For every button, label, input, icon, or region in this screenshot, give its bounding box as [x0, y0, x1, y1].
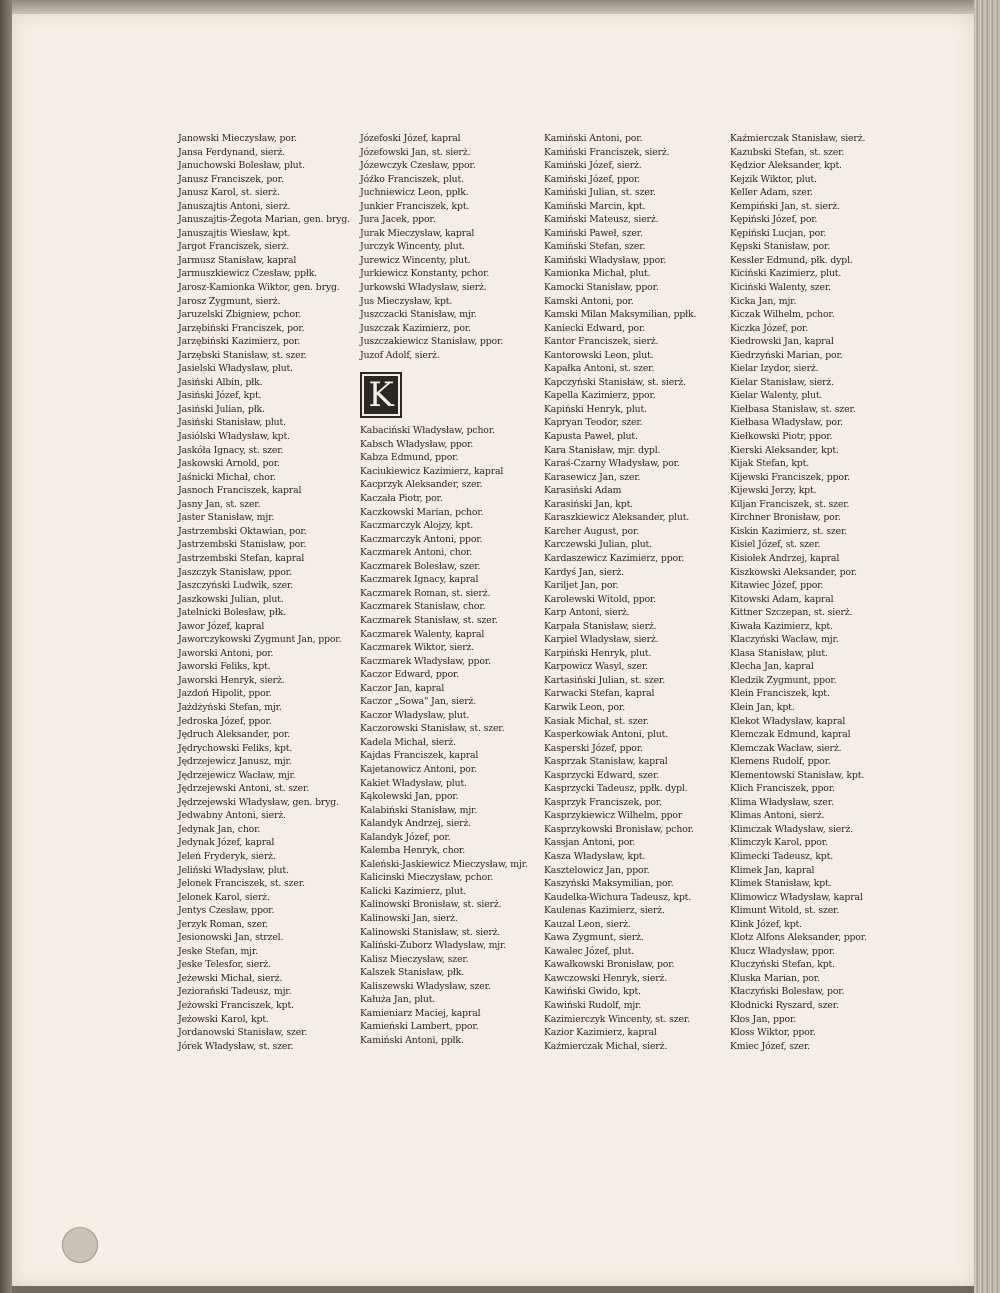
- list-entry: Jentys Czesław, ppor.: [178, 905, 275, 917]
- list-entry: Jurewicz Wincenty, plut.: [360, 254, 471, 266]
- list-entry: Karwik Leon, por.: [544, 701, 625, 713]
- list-entry: Jedroska Józef, ppor.: [178, 715, 272, 727]
- list-entry: Jurak Mieczysław, kapral: [360, 227, 475, 239]
- list-entry: Kawiński Gwido, kpt.: [544, 986, 641, 998]
- name-column-4: [730, 132, 910, 1053]
- list-entry: Klein Franciszek, kpt.: [730, 688, 830, 700]
- list-entry: Jeleń Fryderyk, sierż.: [178, 850, 276, 862]
- list-entry: Kaczmarek Walenty, kapral: [360, 628, 485, 640]
- list-entry: Jasnoch Franciszek, kapral: [178, 485, 302, 497]
- list-entry: Kapałka Antoni, st. szer.: [544, 363, 655, 375]
- list-entry: Karpowicz Wasyl, szer.: [544, 661, 648, 673]
- list-entry: Kijewski Franciszek, ppor.: [730, 471, 850, 483]
- list-entry: Jedynak Józef, kapral: [178, 837, 275, 849]
- list-entry: Kalszek Stanisław, płk.: [360, 967, 465, 979]
- list-entry: Jarzębiński Kazimierz, por.: [178, 336, 301, 348]
- list-entry: Kałuża Jan, plut.: [360, 994, 436, 1006]
- list-entry: Kasperski Józef, ppor.: [544, 742, 643, 754]
- list-entry: Kijewski Jerzy, kpt.: [730, 485, 817, 497]
- list-entry: Klucz Władysław, ppor.: [730, 945, 835, 957]
- list-entry: Kasprzycki Edward, szer.: [544, 769, 660, 781]
- list-entry: Kaźmierczak Michał, sierż.: [544, 1040, 668, 1052]
- list-entry: Kisiołek Andrzej, kapral: [730, 552, 840, 564]
- list-entry: Kaczmarek Władysław, ppor.: [360, 655, 491, 667]
- list-entry: Kaczmarczyk Antoni, ppor.: [360, 533, 483, 545]
- list-entry: Kiełbasa Władysław, por.: [730, 417, 843, 429]
- list-entry: Klich Franciszek, ppor.: [730, 783, 835, 795]
- list-entry: Kiczak Wilhelm, pchor.: [730, 309, 835, 321]
- list-entry: Kielar Izydor, sierż.: [730, 363, 819, 375]
- list-entry: Jaruzelski Zbigniew, pchor.: [178, 309, 302, 321]
- list-entry: Klimczak Władysław, sierż.: [730, 823, 853, 835]
- list-entry: Kamocki Stanisław, ppor.: [544, 282, 659, 294]
- list-entry: Kempiński Jan, st. sierż.: [730, 200, 840, 212]
- list-entry: Klasa Stanisław, plut.: [730, 647, 828, 659]
- list-entry: Kłodnicki Ryszard, szer.: [730, 1000, 839, 1011]
- list-entry: Kawiński Rudolf, mjr.: [544, 1000, 642, 1011]
- list-entry: Kirchner Bronisław, por.: [730, 512, 841, 524]
- list-entry: Jarzębiński Franciszek, por.: [178, 322, 305, 334]
- list-entry: Karaś-Czarny Władysław, por.: [544, 458, 680, 470]
- list-entry: Kaczmarek Antoni, chor.: [360, 547, 473, 559]
- list-entry: Kamski Milan Maksymilian, ppłk.: [544, 309, 697, 321]
- list-entry: Kasprzycki Tadeusz, ppłk. dypl.: [544, 783, 688, 795]
- list-entry: Jelonek Karol, sierż.: [178, 891, 270, 903]
- list-entry: Kalinowski Jan, sierż.: [360, 912, 458, 924]
- list-entry: Kapiński Henryk, plut.: [544, 403, 647, 415]
- list-entry: Jasiński Albin, płk.: [178, 376, 263, 388]
- list-entry: Jastrzembski Oktawian, por.: [178, 525, 307, 537]
- list-entry: Klimek Jan, kapral: [730, 864, 815, 876]
- list-entry: Kamiński Franciszek, sierż.: [544, 146, 670, 158]
- list-entry: Juchniewicz Leon, ppłk.: [360, 187, 469, 199]
- list-entry: Jesionowski Jan, strzel.: [178, 932, 284, 944]
- list-entry: Kajetanowicz Antoni, por.: [360, 763, 477, 775]
- page-top-edge: [12, 0, 974, 14]
- list-entry: Junkier Franciszek, kpt.: [360, 200, 470, 212]
- list-entry: Jaworski Feliks, kpt.: [178, 661, 271, 673]
- list-entry: Karwacki Stefan, kapral: [544, 688, 655, 700]
- list-entry: Kaciukiewicz Kazimierz, kapral: [360, 465, 504, 477]
- list-entry: Kapusta Paweł, plut.: [544, 431, 638, 443]
- list-entry: Jawor Józef, kapral: [178, 620, 265, 632]
- list-entry: Kiszkowski Aleksander, por.: [730, 566, 857, 578]
- list-entry: Kaczor Jan, kapral: [360, 682, 445, 694]
- list-entry: Kasprzyk Franciszek, por.: [544, 796, 662, 808]
- list-entry: Kitowski Adam, kapral: [730, 593, 834, 605]
- list-entry: Kapczyński Stanisław, st. sierż.: [544, 376, 686, 388]
- list-entry: Kamski Antoni, por.: [544, 295, 634, 307]
- list-entry: Kitawiec Józef, ppor.: [730, 580, 824, 592]
- list-entry: Januszajtis-Żegota Marian, gen. bryg.: [178, 214, 350, 226]
- list-entry: Karp Antoni, sierż.: [544, 607, 630, 619]
- list-entry: Kaczmarek Ignacy, kapral: [360, 574, 479, 586]
- list-entry: Kamiński Władysław, ppor.: [544, 254, 667, 266]
- list-entry: Kalisz Mieczysław, szer.: [360, 953, 469, 965]
- list-entry: Kaliński-Zuborz Władysław, mjr.: [360, 940, 507, 952]
- list-entry: Klekot Władysław, kapral: [730, 715, 846, 727]
- list-entry: Jedwabny Antoni, sierż.: [178, 810, 286, 822]
- list-entry: Jaszczyk Stanisław, ppor.: [178, 566, 292, 578]
- list-entry: Kakiet Władysław, plut.: [360, 777, 467, 789]
- list-entry: Kapryan Teodor, szer.: [544, 417, 643, 429]
- list-entry: Kielar Stanisław, sierż.: [730, 376, 834, 388]
- list-entry: Kardyś Jan, sierż.: [544, 566, 624, 578]
- list-entry: Kamiński Mateusz, sierż.: [544, 214, 659, 226]
- list-entry: Jóźko Franciszek, plut.: [360, 173, 464, 185]
- list-entry: Kąkolewski Jan, ppor.: [360, 791, 459, 803]
- list-entry: Kaczor Edward, ppor.: [360, 669, 460, 681]
- list-entry: Kadela Michał, sierż.: [360, 736, 456, 748]
- list-entry: Karpiel Władysław, sierż.: [544, 634, 659, 646]
- name-column-3: [544, 132, 724, 1053]
- list-entry: Kaniecki Edward, por.: [544, 322, 646, 334]
- name-column-1: [178, 132, 358, 1053]
- list-entry: Kiwała Kazimierz, kpt.: [730, 620, 833, 632]
- page-punch-hole: [62, 1227, 98, 1263]
- list-entry: Kaczmarczyk Alojzy, kpt.: [360, 520, 474, 532]
- list-entry: Juszczacki Stanisław, mjr.: [360, 309, 477, 321]
- list-entry: Karasewicz Jan, szer.: [544, 471, 641, 483]
- list-entry: Klima Władysław, szer.: [730, 796, 834, 808]
- list-entry: Kłaczyński Bolesław, por.: [730, 986, 845, 998]
- list-entry: Jaszkowski Julian, plut.: [178, 593, 284, 605]
- list-entry: Kasprzykiewicz Wilhelm, ppor: [544, 810, 683, 822]
- list-entry: Jarmuszkiewicz Czesław, ppłk.: [178, 268, 318, 280]
- list-entry: Jastrzembski Stanisław, por.: [178, 539, 307, 551]
- list-entry: Jasny Jan, st. szer.: [178, 498, 261, 510]
- list-entry: Klementowski Stanisław, kpt.: [730, 769, 865, 781]
- list-entry: Kiczka Józef, por.: [730, 322, 809, 334]
- list-entry: Klimecki Tadeusz, kpt.: [730, 850, 833, 862]
- list-entry: Klein Jan, kpt.: [730, 701, 795, 713]
- list-entry: Kępiński Lucjan, por.: [730, 227, 827, 239]
- list-entry: Jędruch Aleksander, por.: [178, 729, 290, 741]
- list-entry: Jasiński Stanisław, plut.: [178, 417, 286, 429]
- list-entry: Kasztelowicz Jan, ppor.: [544, 864, 650, 876]
- list-entry: Jurczyk Wincenty, plut.: [360, 241, 465, 253]
- list-entry: Jasiólski Władysław, kpt.: [178, 431, 290, 443]
- list-entry: Kacprzyk Aleksander, szer.: [360, 479, 483, 491]
- list-entry: Juzof Adolf, sierż.: [360, 349, 440, 361]
- list-entry: Kledzik Zygmunt, ppor.: [730, 674, 837, 686]
- list-entry: Kamiński Józef, ppor.: [544, 173, 641, 185]
- list-entry: Józefoski Józef, kapral: [360, 133, 461, 144]
- list-entry: Jurkowski Władysław, sierż.: [360, 282, 487, 294]
- list-entry: Jarmusz Stanisław, kapral: [178, 254, 297, 266]
- list-entry: Kantorowski Leon, plut.: [544, 349, 654, 361]
- list-entry: Karasiński Adam: [544, 485, 622, 497]
- list-entry: Kiedrowski Jan, kapral: [730, 336, 834, 348]
- list-entry: Kasprzak Stanisław, kapral: [544, 756, 668, 768]
- list-entry: Kalabiński Stanisław, mjr.: [360, 804, 478, 816]
- list-entry: Kaczmarek Bolesław, szer.: [360, 560, 481, 572]
- list-entry: Kiskin Kazimierz, st. szer.: [730, 525, 848, 537]
- list-entry: Kejzik Wiktor, plut.: [730, 173, 817, 185]
- list-entry: Jedynak Jan, chor.: [178, 823, 261, 835]
- list-entry: Jasiński Józef, kpt.: [178, 390, 262, 402]
- list-entry: Kiciński Walenty, szer.: [730, 282, 831, 294]
- list-entry: Kłos Jan, ppor.: [730, 1013, 797, 1025]
- list-entry: Kaczor „Sowa" Jan, sierż.: [360, 696, 477, 708]
- list-entry: Klimowicz Władysław, kapral: [730, 891, 863, 903]
- list-entry: Jerzyk Roman, szer.: [178, 918, 268, 930]
- list-entry: Jurkiewicz Konstanty, pchor.: [360, 268, 490, 280]
- list-entry: Karpiński Henryk, plut.: [544, 647, 652, 659]
- list-entry: Jeziorański Tadeusz, mjr.: [178, 986, 292, 998]
- list-entry: Karaszkiewicz Aleksander, plut.: [544, 512, 690, 524]
- list-entry: Kaliszewski Władysław, szer.: [360, 980, 491, 992]
- list-entry: Jus Mieczysław, kpt.: [360, 295, 453, 307]
- list-entry: Jarzębski Stanisław, st. szer.: [178, 349, 307, 361]
- list-entry: Jeżewski Michał, sierż.: [178, 972, 283, 984]
- list-entry: Jędrzejewicz Wacław, mjr.: [178, 769, 296, 781]
- list-entry: Kazubski Stefan, st. szer.: [730, 146, 845, 158]
- list-entry: Kalicinski Mieczysław, pchor.: [360, 872, 494, 884]
- list-entry: Klink Józef, kpt.: [730, 918, 802, 930]
- list-entry: Kamiński Marcin, kpt.: [544, 200, 646, 212]
- list-entry: Kajdas Franciszek, kapral: [360, 750, 479, 762]
- list-entry: Kisiel Józef, st. szer.: [730, 539, 821, 551]
- list-entry: Kapella Kazimierz, ppor.: [544, 390, 656, 402]
- list-entry: Jura Jacek, ppor.: [360, 214, 436, 226]
- name-column-2: [360, 132, 540, 1047]
- list-entry: Kalandyk Andrzej, sierż.: [360, 818, 472, 830]
- list-entry: Jelonek Franciszek, st. szer.: [178, 878, 305, 890]
- list-entry: Kalandyk Józef, por.: [360, 831, 451, 843]
- list-entry: Jaster Stanisław, mjr.: [178, 512, 275, 524]
- list-entry: Jędrzejewski Antoni, st. szer.: [178, 783, 310, 795]
- list-entry: Kessler Edmund, płk. dypl.: [730, 254, 853, 266]
- list-entry: Kawa Zygmunt, sierż.: [544, 932, 644, 944]
- list-entry: Keller Adam, szer.: [730, 187, 813, 199]
- list-entry: Kiełkowski Piotr, ppor.: [730, 431, 833, 443]
- list-entry: Kaczała Piotr, por.: [360, 493, 443, 505]
- list-entry: Kępski Stanisław, por.: [730, 241, 831, 253]
- list-entry: Karolewski Witold, ppor.: [544, 593, 657, 605]
- list-entry: Klemczak Edmund, kapral: [730, 729, 851, 741]
- list-entry: Kaczmarek Stanisław, chor.: [360, 601, 486, 613]
- list-entry: Klemczak Wacław, sierż.: [730, 742, 842, 754]
- list-entry: Kantor Franciszek, sierż.: [544, 336, 659, 348]
- list-entry: Kamionka Michał, plut.: [544, 268, 651, 280]
- list-entry: Kabsch Władysław, ppor.: [360, 438, 474, 450]
- list-entry: Kawczowski Henryk, sierż.: [544, 972, 668, 984]
- list-entry: Jeżowski Franciszek, kpt.: [178, 1000, 294, 1011]
- list-entry: Kariljet Jan, por.: [544, 580, 619, 592]
- list-entry: Kauzal Leon, sierż.: [544, 918, 631, 930]
- list-entry: Jasiński Julian, płk.: [178, 403, 265, 415]
- list-entry: Jatelnicki Bolesław, płk.: [178, 607, 287, 619]
- list-entry: Kazior Kazimierz, kapral: [544, 1027, 657, 1039]
- list-entry: Kluczyński Stefan, kpt.: [730, 959, 835, 971]
- list-entry: Kiciński Kazimierz, plut.: [730, 268, 842, 280]
- list-entry: Kasza Władysław, kpt.: [544, 850, 646, 862]
- list-entry: Kicka Jan, mjr.: [730, 295, 797, 307]
- list-entry: Kaszyński Maksymilian, por.: [544, 878, 674, 890]
- list-entry: Kazimierczyk Wincenty, st. szer.: [544, 1013, 690, 1025]
- list-entry: Juszczakiewicz Stanisław, ppor.: [360, 336, 504, 348]
- list-entry: Jędrzejewski Władysław, gen. bryg.: [178, 796, 339, 808]
- list-entry: Kamiński Stefan, szer.: [544, 241, 646, 253]
- list-entry: Kloss Wiktor, ppor.: [730, 1027, 816, 1039]
- list-entry: Jarosz Zygmunt, sierż.: [178, 295, 281, 307]
- list-entry: Jędrzejewicz Janusz, mjr.: [178, 756, 292, 768]
- list-entry: Kępiński Józef, por.: [730, 214, 818, 226]
- list-entry: Kamiński Julian, st. szer.: [544, 187, 656, 199]
- list-entry: Januszajtis Antoni, sierż.: [178, 200, 291, 212]
- list-entry: Kaczorowski Stanisław, st. szer.: [360, 723, 505, 735]
- list-entry: Kaczkowski Marian, pchor.: [360, 506, 484, 518]
- list-entry: Janowski Mieczysław, por.: [178, 133, 297, 144]
- page-stack-edge: [974, 0, 1000, 1293]
- list-entry: Jaszczyński Ludwik, szer.: [178, 580, 294, 592]
- list-entry: Kamiński Antoni, ppłk.: [360, 1034, 464, 1046]
- list-entry: Kasperkowiak Antoni, plut.: [544, 729, 669, 741]
- list-entry: Jażdżyński Stefan, mjr.: [178, 701, 282, 713]
- list-entry: Kmiec Józef, szer.: [730, 1040, 810, 1052]
- list-entry: Jeliński Władysław, plut.: [178, 864, 289, 876]
- list-entry: Józewczyk Czesław, ppor.: [360, 160, 476, 172]
- list-entry: Kamieński Lambert, ppor.: [360, 1021, 479, 1033]
- list-entry: Kaczmarek Stanisław, st. szer.: [360, 614, 498, 626]
- list-entry: Kaulenas Kazimierz, sierż.: [544, 905, 665, 917]
- list-entry: Karpała Stanisław, sierż.: [544, 620, 657, 632]
- list-entry: Kaleński-Jaskiewicz Mieczysław, mjr.: [360, 858, 528, 870]
- list-entry: Klaczyński Wacław, mjr.: [730, 634, 839, 646]
- list-entry: Jaśnicki Michał, chor.: [178, 471, 276, 483]
- list-entry: Jędrychowski Feliks, kpt.: [178, 742, 293, 754]
- list-entry: Januszajtis Wiesław, kpt.: [178, 227, 291, 239]
- section-initial-letter: K: [360, 372, 402, 418]
- list-entry: Kijak Stefan, kpt.: [730, 458, 809, 470]
- list-entry: Kittner Szczepan, st. sierż.: [730, 607, 853, 619]
- list-entry: Jaskóła Ignacy, st. szer.: [178, 444, 284, 456]
- list-entry: Juszczak Kazimierz, por.: [360, 322, 471, 334]
- list-entry: Jaworski Antoni, por.: [178, 647, 274, 659]
- list-entry: Kawałkowski Bronisław, por.: [544, 959, 675, 971]
- list-entry: Kassjan Antoni, por.: [544, 837, 636, 849]
- list-entry: Klimczyk Karol, ppor.: [730, 837, 828, 849]
- list-entry: Kasiak Michał, st. szer.: [544, 715, 649, 727]
- list-entry: Janusz Franciszek, por.: [178, 173, 284, 185]
- list-entry: Jeske Stefan, mjr.: [178, 945, 258, 957]
- list-entry: Karasiński Jan, kpt.: [544, 498, 633, 510]
- list-entry: Jórek Władysław, st. szer.: [178, 1040, 294, 1052]
- list-entry: Kaczmarek Roman, st. sierż.: [360, 587, 491, 599]
- book-binding-left: [0, 0, 12, 1293]
- list-entry: Januchowski Bolesław, plut.: [178, 160, 305, 172]
- list-entry: Kędzior Aleksander, kpt.: [730, 160, 842, 172]
- list-entry: Kalinowski Stanisław, st. sierż.: [360, 926, 501, 938]
- list-entry: Kalinowski Bronisław, st. sierż.: [360, 899, 502, 911]
- list-entry: Kielar Walenty, plut.: [730, 390, 823, 402]
- list-entry: Kawalec Józef, plut.: [544, 945, 634, 957]
- list-entry: Kamiński Paweł, szer.: [544, 227, 643, 239]
- list-entry: Jaskowski Arnold, por.: [178, 458, 280, 470]
- list-entry: Jeske Telesfor, sierż.: [178, 959, 271, 971]
- list-entry: Klimas Antoni, sierż.: [730, 810, 825, 822]
- list-entry: Kasprzykowski Bronisław, pchor.: [544, 823, 694, 835]
- list-entry: Kiełbasa Stanisław, st. szer.: [730, 403, 856, 415]
- list-entry: Kamiński Antoni, por.: [544, 133, 643, 144]
- list-entry: Jastrzembski Stefan, kapral: [178, 552, 305, 564]
- list-entry: Jeżowski Karol, kpt.: [178, 1013, 269, 1025]
- list-entry: Kara Stanisław, mjr. dypl.: [544, 444, 661, 456]
- list-entry: Klecha Jan, kapral: [730, 661, 814, 673]
- list-entry: Kartasiński Julian, st. szer.: [544, 674, 665, 686]
- list-entry: Jarosz-Kamionka Wiktor, gen. bryg.: [178, 282, 340, 294]
- list-entry: Kardaszewicz Kazimierz, ppor.: [544, 552, 685, 564]
- list-entry: Kiedrzyński Marian, por.: [730, 349, 843, 361]
- list-entry: Jazdoń Hipolit, ppor.: [178, 688, 272, 700]
- list-entry: Kalemba Henryk, chor.: [360, 845, 466, 857]
- list-entry: Kaźmierczak Stanisław, sierż.: [730, 133, 866, 144]
- list-entry: Jargot Franciszek, sierż.: [178, 241, 290, 253]
- list-entry: Karczewski Julian, plut.: [544, 539, 652, 551]
- list-entry: Jaworski Henryk, sierż.: [178, 674, 285, 686]
- list-entry: Kierski Aleksander, kpt.: [730, 444, 839, 456]
- list-entry: Kluska Marian, por.: [730, 972, 820, 984]
- list-entry: Klotz Alfons Aleksander, ppor.: [730, 932, 867, 944]
- list-entry: Kalicki Kazimierz, plut.: [360, 885, 467, 897]
- list-entry: Kabaciński Władysław, pchor.: [360, 425, 495, 437]
- list-entry: Jordanowski Stanisław, szer.: [178, 1027, 308, 1039]
- list-entry: Kaudelka-Wichura Tadeusz, kpt.: [544, 891, 692, 903]
- list-entry: Klemens Rudolf, ppor.: [730, 756, 831, 768]
- list-entry: Kabza Edmund, ppor.: [360, 452, 459, 464]
- list-entry: Kamiński Józef, sierż.: [544, 160, 642, 172]
- list-entry: Kaczmarek Wiktor, sierż.: [360, 642, 475, 654]
- list-entry: Jansa Ferdynand, sierż.: [178, 146, 286, 158]
- list-entry: Kiljan Franciszek, st. szer.: [730, 498, 850, 510]
- list-entry: Klimunt Witold, st. szer.: [730, 905, 840, 917]
- list-entry: Kamieniarz Maciej, kapral: [360, 1007, 481, 1019]
- list-entry: Klimek Stanisław, kpt.: [730, 878, 832, 890]
- list-entry: Karcher August, por.: [544, 525, 640, 537]
- list-entry: Janusz Karol, st. sierż.: [178, 187, 280, 199]
- list-entry: Kaczor Władysław, plut.: [360, 709, 470, 721]
- list-entry: Józefowski Jan, st. sierż.: [360, 146, 471, 158]
- list-entry: Jasielski Władysław, plut.: [178, 363, 293, 375]
- list-entry: Jaworczykowski Zygmunt Jan, ppor.: [178, 634, 342, 646]
